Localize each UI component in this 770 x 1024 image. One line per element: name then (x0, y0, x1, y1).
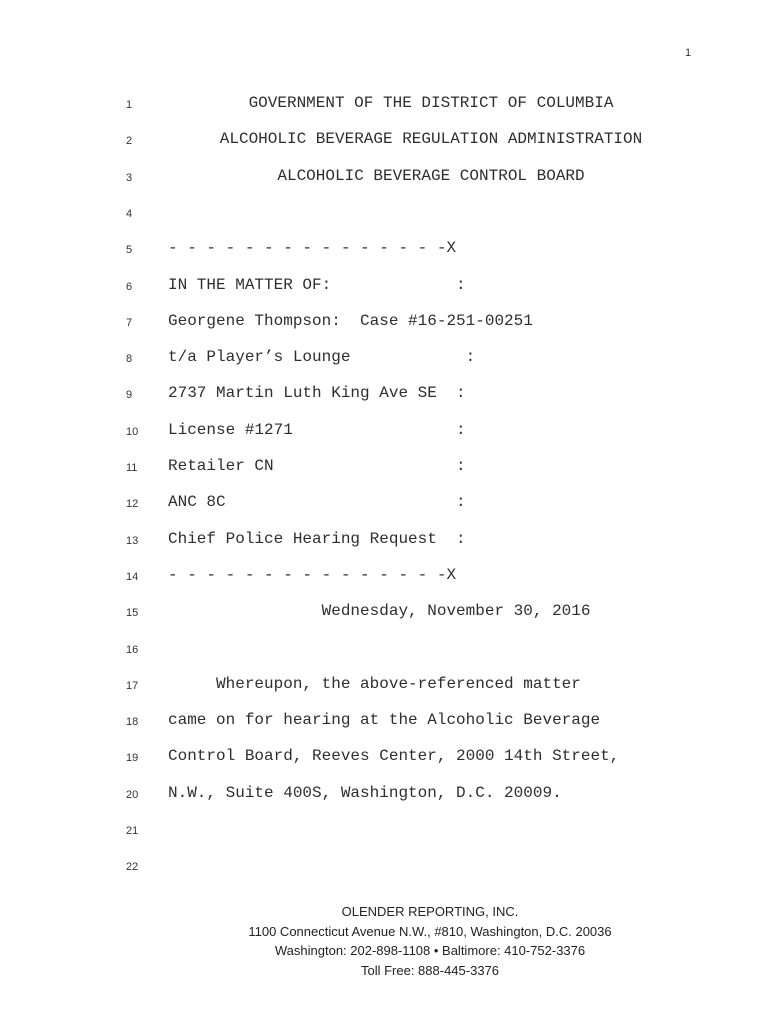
transcript-line (0, 711, 770, 735)
line-text: - - - - - - - - - - - - - - -X (168, 239, 457, 258)
transcript-line (0, 94, 770, 118)
line-text: Georgene Thompson: Case #16-251-00251 (168, 311, 533, 330)
transcript-line (0, 239, 770, 263)
transcript-line (0, 167, 770, 191)
line-text: ALCOHOLIC BEVERAGE CONTROL BOARD (277, 166, 585, 185)
line-text: License #1271 : (168, 420, 466, 439)
line-text: ALCOHOLIC BEVERAGE REGULATION ADMINISTRATION (219, 130, 643, 149)
transcript-line (0, 566, 770, 590)
line-text: GOVERNMENT OF THE DISTRICT OF COLUMBIA (248, 94, 614, 112)
line-number: 5 (126, 244, 133, 257)
transcript-line (0, 493, 770, 517)
line-number: 3 (126, 171, 133, 184)
transcript-line (0, 602, 770, 626)
line-number: 21 (126, 825, 139, 837)
line-text: came on for hearing at the Alcoholic Beverage (168, 711, 601, 730)
line-text: N.W., Suite 400S, Washington, D.C. 20009. (168, 783, 562, 802)
footer-phones: Washington: 202-898-1108 • Baltimore: 410-752-3376 (274, 943, 586, 958)
transcript-line (0, 856, 770, 880)
line-number: 8 (126, 353, 133, 366)
line-number: 4 (126, 207, 133, 220)
transcript-line (0, 348, 770, 372)
line-number: 19 (126, 752, 139, 765)
line-number: 12 (126, 498, 139, 511)
line-number: 7 (126, 316, 133, 329)
line-number: 13 (126, 534, 139, 547)
line-number: 6 (126, 280, 133, 293)
transcript-line (0, 276, 770, 300)
transcript-line (0, 820, 770, 844)
transcript-line (0, 675, 770, 699)
line-text: 2737 Martin Luth King Ave SE : (168, 384, 466, 403)
transcript-line (0, 421, 770, 445)
transcript-line (0, 130, 770, 154)
line-number: 1 (126, 99, 133, 111)
line-text: t/a Player’s Lounge : (168, 348, 476, 367)
footer-address: 1100 Connecticut Avenue N.W., #810, Washington, D.C. 20036 (248, 923, 612, 939)
line-number: 14 (126, 570, 139, 583)
line-number: 15 (126, 607, 139, 620)
transcript-line (0, 312, 770, 336)
line-text: Wednesday, November 30, 2016 (168, 602, 591, 621)
transcript-line (0, 784, 770, 808)
line-number: 22 (126, 861, 139, 874)
line-number: 17 (126, 679, 139, 692)
line-text: IN THE MATTER OF: : (168, 275, 466, 294)
transcript-line (0, 203, 770, 227)
page-number: 1 (685, 47, 692, 59)
line-text: Whereupon, the above-referenced matter (168, 674, 581, 693)
line-number: 16 (126, 643, 139, 656)
line-text: Retailer CN : (168, 457, 466, 475)
line-text: Chief Police Hearing Request : (168, 529, 466, 548)
transcript-line (0, 530, 770, 554)
transcript-line (0, 747, 770, 771)
transcript-line (0, 384, 770, 408)
line-text: - - - - - - - - - - - - - - -X (168, 565, 457, 584)
line-number: 2 (126, 135, 133, 148)
line-number: 10 (126, 425, 139, 438)
footer-company: OLENDER REPORTING, INC. (341, 904, 519, 919)
line-number: 18 (126, 716, 139, 729)
line-text: ANC 8C : (168, 493, 466, 512)
transcript-line (0, 457, 770, 481)
line-number: 9 (126, 389, 133, 402)
reporter-footer (0, 902, 770, 980)
transcript-line (0, 639, 770, 663)
line-number: 11 (126, 462, 138, 474)
line-number: 20 (126, 788, 139, 801)
line-text: Control Board, Reeves Center, 2000 14th Street, (168, 747, 620, 766)
footer-tollfree: Toll Free: 888-445-3376 (360, 962, 500, 978)
